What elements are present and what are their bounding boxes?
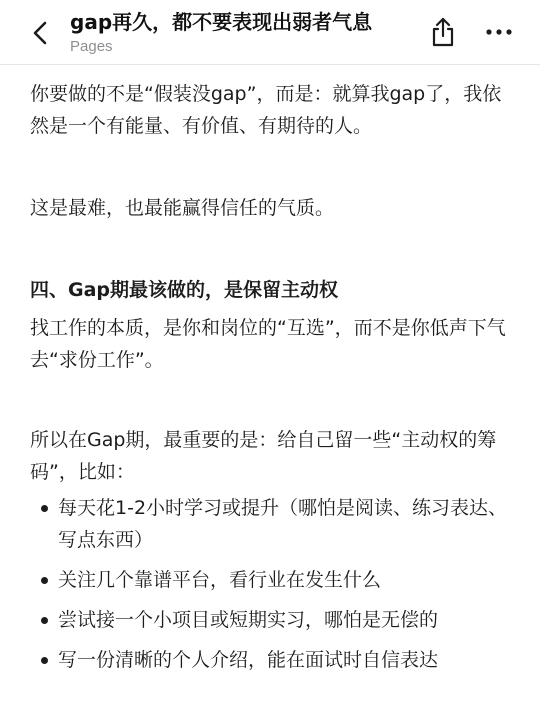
bullet-dot <box>41 617 48 624</box>
ellipsis-icon[interactable] <box>484 20 514 44</box>
paragraph: 你要做的不是“假装没gap”，而是：就算我gap了，我依然是一个有能量、有价值、有期待的人。 <box>30 83 502 137</box>
bullet-list <box>30 492 510 676</box>
bullet-dot <box>41 577 48 584</box>
list-item-text: 写一份清晰的个人介绍，能在面试时自信表达 <box>58 649 439 671</box>
list-item-text: 每天花1-2小时学习或提升（哪怕是阅读、练习表达、写点东西） <box>58 497 508 551</box>
paragraph: 这是最难，也最能赢得信任的气质。 <box>30 197 335 219</box>
bullet-dot <box>41 657 48 664</box>
page-subtitle: Pages <box>70 38 113 55</box>
paragraph: 所以在Gap期，最重要的是：给自己留一些“主动权的筹码”，比如： <box>30 429 497 483</box>
list-item <box>30 564 510 596</box>
section-heading: 四、Gap期最该做的，是保留主动权 <box>30 279 339 301</box>
list-item-text: 关注几个靠谱平台，看行业在发生什么 <box>58 569 382 591</box>
list-item <box>30 644 510 676</box>
share-icon[interactable] <box>428 16 458 48</box>
article-body <box>30 66 510 684</box>
list-item-text: 尝试接一个小项目或短期实习，哪怕是无偿的 <box>58 609 439 631</box>
list-item <box>30 604 510 636</box>
chevron-left-icon[interactable] <box>26 18 56 48</box>
bullet-dot <box>41 505 48 512</box>
list-item <box>30 492 510 556</box>
page-title: gap再久，都不要表现出弱者气息 <box>70 10 373 34</box>
navigation-bar <box>0 0 540 65</box>
title-block <box>70 8 430 57</box>
paragraph: 找工作的本质，是你和岗位的“互选”，而不是你低声下气去“求份工作”。 <box>30 317 506 371</box>
